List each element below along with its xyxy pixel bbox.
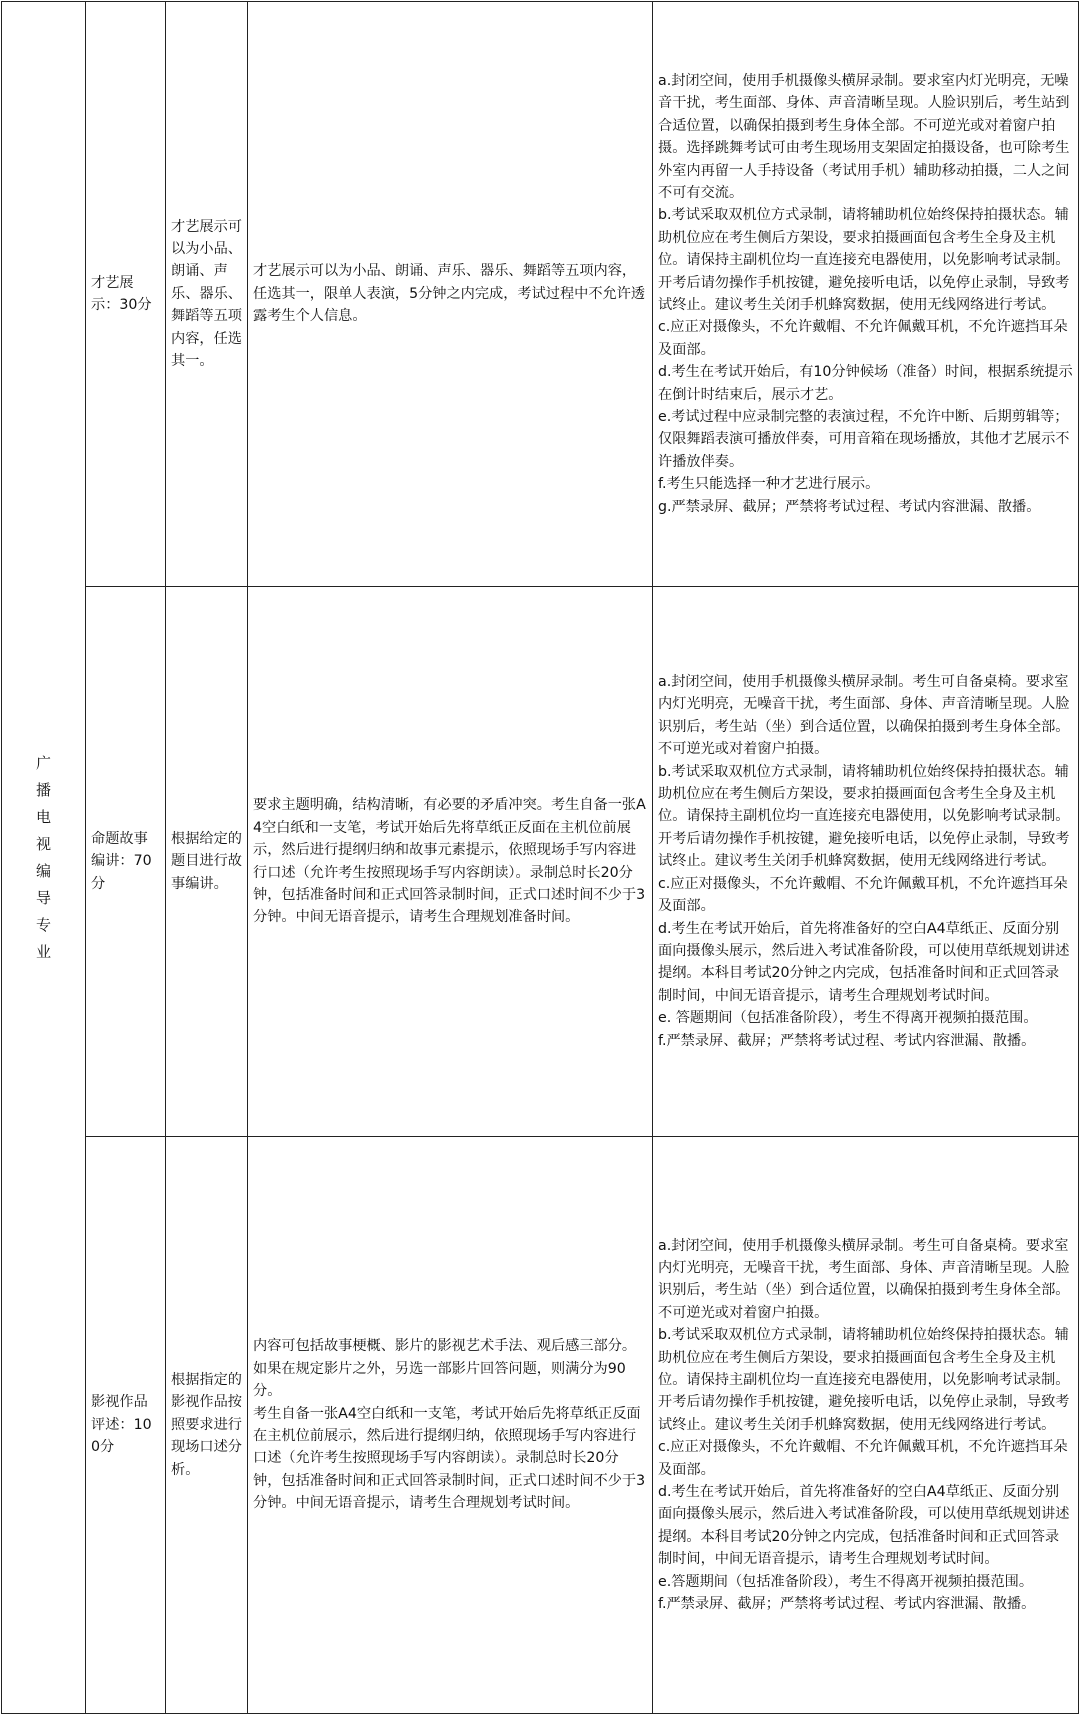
table-row (2, 587, 1079, 1137)
description-cell: 要求主题明确，结构清晰，有必要的矛盾冲突。考生自备一张A4空白纸和一支笔，考试开始后先将草纸正反面在主机位前展示，然后进行提纲归纳和故事元素提示，依照现场手写内容进行口述（允许考生按照现场手写内容朗读）。录制总时长20分钟，包括准备时间和正式回答录制时间，正式口述时间不少于3分钟。中间无语音提示，请考生合理规划准备时间。 (248, 587, 653, 1137)
content-cell: 根据指定的影视作品按照要求进行现场口述分析。 (166, 1137, 248, 1714)
description-cell: 才艺展示可以为小品、朗诵、声乐、器乐、舞蹈等五项内容，任选其一，限单人表演，5分钟之内完成，考试过程中不允许透露考生个人信息。 (248, 2, 653, 587)
table-row (2, 1137, 1079, 1714)
exam-requirements-table (1, 1, 1079, 1714)
requirement-item: a.封闭空间，使用手机摄像头横屏录制。考生可自备桌椅。要求室内灯光明亮，无噪音干扰，考生面部、身体、声音清晰呈现。人脸识别后，考生站（坐）到合适位置，以确保拍摄到考生身体全部。不可逆光或对着窗户拍摄。 (658, 674, 1070, 758)
requirement-item: g.严禁录屏、截屏；严禁将考试过程、考试内容泄漏、散播。 (658, 498, 1041, 515)
major-name-char: 业 (35, 942, 51, 961)
requirement-item: b.考试采取双机位方式录制，请将辅助机位始终保持拍摄状态。辅助机位应在考生侧后方架设，要求拍摄画面包含考生全身及主机位。请保持主副机位均一直连接充电器使用，以免影响考试录制。开考后请勿操作手机按键，避免接听电话，以免停止录制，导致考试终止。建议考生关闭手机蜂窝数据，使用无线网络进行考试。 (658, 1327, 1070, 1433)
requirement-item: b.考试采取双机位方式录制，请将辅助机位始终保持拍摄状态。辅助机位应在考生侧后方架设，要求拍摄画面包含考生全身及主机位。请保持主副机位均一直连接充电器使用，以免影响考试录制。开考后请勿操作手机按键，避免接听电话，以免停止录制，导致考试终止。建议考生关闭手机蜂窝数据，使用无线网络进行考试。 (658, 763, 1070, 870)
requirement-item: e.考试过程中应录制完整的表演过程，不允许中断、后期剪辑等；仅限舞蹈表演可播放伴奏，可用音箱在现场播放，其他才艺展示不许播放伴奏。 (658, 409, 1070, 470)
requirement-item: f.严禁录屏、截屏；严禁将考试过程、考试内容泄漏、散播。 (658, 1596, 1036, 1613)
requirement-item: d.考生在考试开始后，首先将准备好的空白A4草纸正、反面分别面向摄像头展示，然后进入考试准备阶段，可以使用草纸规划讲述提纲。本科目考试20分钟之内完成，包括准备时间和正式回答录制时间，中间无语音提示，请考生合理规划考试时间。 (658, 1484, 1070, 1568)
table-row (2, 2, 1079, 587)
subject-cell: 才艺展示：30分 (86, 2, 166, 587)
requirement-item: c.应正对摄像头，不允许戴帽、不允许佩戴耳机，不允许遮挡耳朵及面部。 (658, 319, 1068, 358)
requirement-item: f.考生只能选择一种才艺进行展示。 (658, 476, 880, 493)
subject-cell: 命题故事编讲：70分 (86, 587, 166, 1137)
requirement-item: c.应正对摄像头，不允许戴帽、不允许佩戴耳机，不允许遮挡耳朵及面部。 (658, 1439, 1068, 1478)
requirement-item: e.答题期间（包括准备阶段），考生不得离开视频拍摄范围。 (658, 1573, 1034, 1590)
requirement-item: a.封闭空间，使用手机摄像头横屏录制。要求室内灯光明亮，无噪音干扰，考生面部、身体、声音清晰呈现。人脸识别后，考生站到合适位置，以确保拍摄到考生身体全部。不可逆光或对着窗户拍摄。选择跳舞考试可由考生现场用支架固定拍摄设备，也可除考生外室内再留一人手持设备（考试用手机）辅助移动拍摄，二人之间不可有交流。 (658, 72, 1070, 201)
requirement-item: d.考生在考试开始后，有10分钟候场（准备）时间，根据系统提示在倒计时结束后，展示才艺。 (658, 364, 1073, 403)
major-name-char: 电 (35, 807, 51, 826)
requirement-item: e. 答题期间（包括准备阶段），考生不得离开视频拍摄范围。 (658, 1010, 1038, 1027)
content-cell: 根据给定的题目进行故事编讲。 (166, 587, 248, 1137)
major-name-cell (2, 2, 86, 1714)
requirement-item: b.考试采取双机位方式录制，请将辅助机位始终保持拍摄状态。辅助机位应在考生侧后方架设，要求拍摄画面包含考生全身及主机位。请保持主副机位均一直连接充电器使用，以免影响考试录制。开考后请勿操作手机按键，避免接听电话，以免停止录制，导致考试终止。建议考生关闭手机蜂窝数据，使用无线网络进行考试。 (658, 207, 1070, 313)
content-cell: 才艺展示可以为小品、朗诵、声乐、器乐、舞蹈等五项内容，任选其一。 (166, 2, 248, 587)
major-name-char: 视 (35, 834, 51, 853)
subject-cell: 影视作品评述：100分 (86, 1137, 166, 1714)
major-name-char: 编 (35, 861, 51, 880)
requirement-item: c.应正对摄像头，不允许戴帽、不允许佩戴耳机，不允许遮挡耳朵及面部。 (658, 875, 1068, 915)
requirement-item: a.封闭空间，使用手机摄像头横屏录制。考生可自备桌椅。要求室内灯光明亮，无噪音干扰，考生面部、身体、声音清晰呈现。人脸识别后，考生站（坐）到合适位置，以确保拍摄到考生身体全部。不可逆光或对着窗户拍摄。 (658, 1237, 1070, 1321)
requirements-cell (653, 587, 1079, 1137)
major-name-char: 广 (35, 753, 51, 772)
major-name-char: 专 (35, 915, 51, 934)
requirements-cell (653, 2, 1079, 587)
requirement-item: d.考生在考试开始后，首先将准备好的空白A4草纸正、反面分别面向摄像头展示，然后进入考试准备阶段，可以使用草纸规划讲述提纲。本科目考试20分钟之内完成，包括准备时间和正式回答录制时间，中间无语音提示，请考生合理规划考试时间。 (658, 920, 1070, 1004)
description-cell: 内容可包括故事梗概、影片的影视艺术手法、观后感三部分。如果在规定影片之外，另选一部影片回答问题，则满分为90分。 考生自备一张A4空白纸和一支笔，考试开始后先将草纸正反面在主机位前展示，然后进行提纲归纳，依照现场手写内容进行口述（允许考生按照现场手写内容朗读）。录制总时长20分钟，包括准备时间和正式回答录制时间，正式口述时间不少于3分钟。中间无语音提示，请考生合理规划考试时间。 (248, 1137, 653, 1714)
major-name-char: 导 (35, 888, 51, 907)
major-name-char: 播 (35, 780, 51, 799)
requirement-item: f.严禁录屏、截屏；严禁将考试过程、考试内容泄漏、散播。 (658, 1032, 1036, 1049)
requirements-cell (653, 1137, 1079, 1714)
